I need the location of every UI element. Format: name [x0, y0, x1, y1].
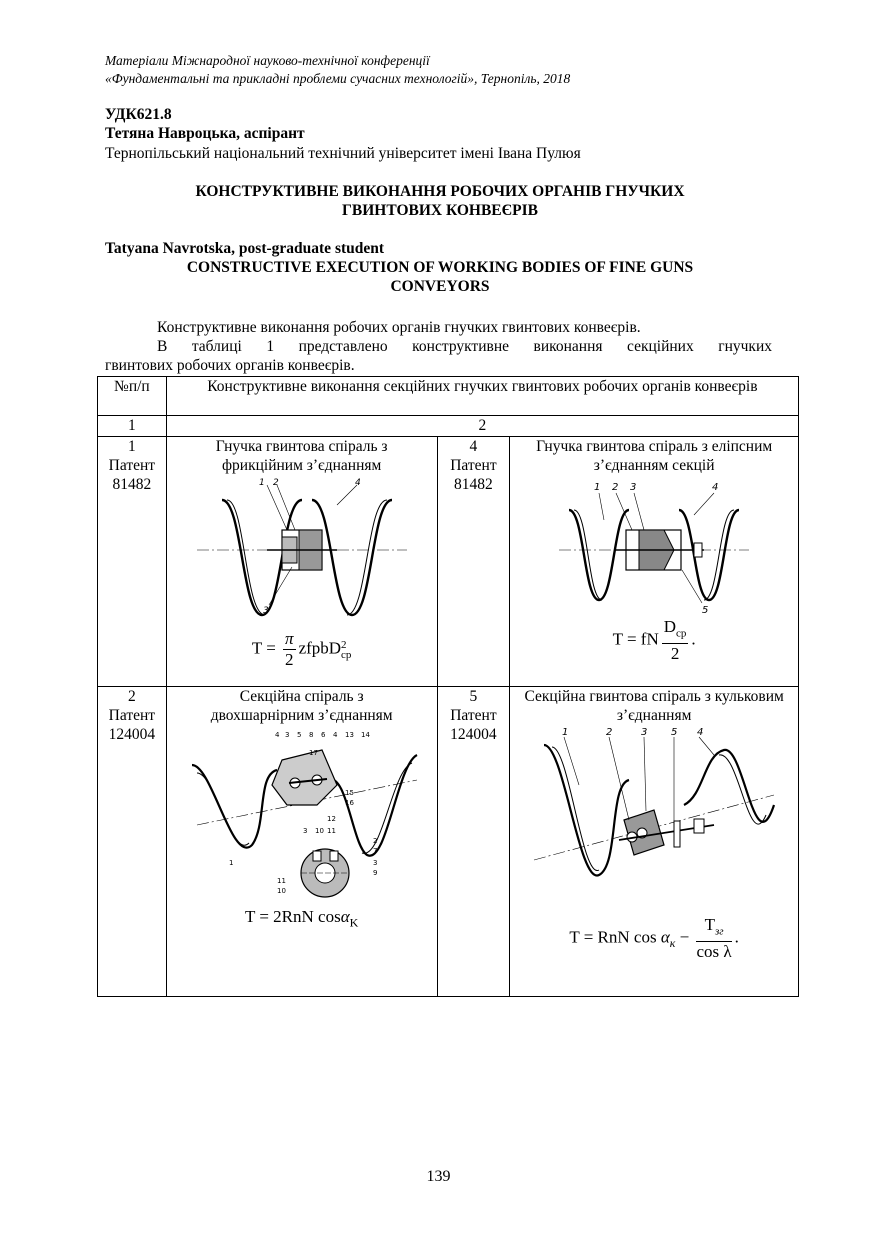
patent-number: 124004 [450, 726, 497, 743]
formula-greek: α [340, 907, 350, 926]
table-row [98, 687, 799, 997]
table-1 [97, 376, 799, 997]
callout-label: 10 [276, 887, 286, 895]
callout-label: 4 [354, 478, 361, 488]
num-col2: 2 [166, 416, 798, 437]
callout-label: 4 [332, 731, 338, 739]
fraction-denominator: cos λ [696, 942, 732, 962]
fraction-denominator: 2 [285, 650, 294, 669]
formula-friction: T = $\frac{\pi}{2}$ zfpbD 2 ср [251, 629, 352, 669]
formula-ball-joint: T = RnN $\cos \alpha_к$ − $\frac{T_{зг}}{\text{cos λ}}$ . [569, 915, 739, 962]
callout-label: 5 [296, 731, 302, 739]
table-numbering-row [98, 416, 799, 437]
fraction-numerator-subscript: зг [714, 925, 724, 938]
formula-tail: . [691, 629, 696, 649]
formula-subscript: ср [341, 648, 352, 661]
formula-prefix: fN [640, 629, 659, 649]
affiliation: Тернопільський національний технічний університет імені Івана Пулюя [105, 145, 581, 162]
callout-label: 3 [284, 731, 290, 739]
conference-header-line2: «Фундаментальні та прикладні проблеми сучасних технологій», Тернопіль, 2018 [105, 71, 571, 86]
formula-fraction [662, 617, 689, 664]
title-en-line1: CONSTRUCTIVE EXECUTION OF WORKING BODIES OF FINE GUNS [186, 259, 694, 276]
conference-header-line1: Матеріали Міжнародної науково-технічної конференції [105, 53, 430, 68]
callout-label: 15 [344, 789, 354, 797]
patent-label: Патент [108, 457, 156, 474]
table-row [98, 437, 799, 687]
patent-label: Патент [450, 457, 497, 474]
author-ua: Тетяна Навроцька, аспірант [105, 125, 305, 142]
row2-right-id [437, 687, 510, 997]
fraction-numerator-wrap [662, 617, 689, 644]
title-ua-line1: КОНСТРУКТИВНЕ ВИКОНАННЯ РОБОЧИХ ОРГАНІВ ГНУЧКИХ [195, 183, 685, 200]
fraction-numerator: T [704, 915, 715, 934]
callout-label: 4 [697, 727, 704, 738]
callout-label: 1 [594, 482, 601, 493]
header-col1: №п/п [98, 377, 167, 416]
callout-label: 5 [702, 605, 709, 615]
formula-subscript: K [349, 915, 359, 930]
formula-lhs: T [612, 629, 623, 649]
fraction-numerator: π [285, 629, 294, 648]
formula-rhs: zfpbD [298, 638, 342, 658]
callout-label: 16 [344, 799, 354, 807]
callout-label: 1 [228, 859, 234, 867]
patent-number: 81482 [112, 476, 152, 493]
row-number: 5 [469, 688, 478, 705]
formula-superscript: 2 [341, 638, 347, 651]
design-title: Секційна гвинтова спіраль з кульковим з’єднанням [524, 688, 784, 724]
callout-label: 11 [326, 827, 336, 835]
callout-label: 17 [308, 749, 318, 757]
callout-label: 3 [262, 606, 269, 616]
title-ua-line2: ГВИНТОВИХ КОНВЕЄРІВ [342, 202, 538, 219]
callout-label: 11 [276, 877, 286, 885]
callout-label: 14 [360, 731, 370, 739]
fraction-numerator-wrap [696, 915, 731, 942]
callout-label: 8 [308, 731, 314, 739]
row-number: 2 [128, 688, 136, 705]
callout-label: 4 [712, 482, 719, 493]
page-number: 139 [426, 1168, 451, 1185]
callout-label: 1 [258, 478, 265, 488]
fraction-denominator: 2 [670, 644, 680, 664]
row1-right-id [437, 437, 510, 687]
formula-double-hinge [167, 907, 437, 932]
callout-label: 3 [641, 727, 648, 738]
callout-label: 1 [562, 727, 569, 738]
row2-left-content [166, 687, 437, 997]
patent-label: Патент [450, 707, 497, 724]
elliptic-joint-spiral-figure [554, 475, 754, 615]
design-title: Гнучка гвинтова спіраль з еліпсним з’єднанням секцій [536, 438, 773, 474]
paragraph-2-line1: В таблиці 1 представлено конструктивне виконання секційних гнучких [157, 338, 772, 355]
row1-right-content [510, 437, 799, 687]
callout-label: 13 [344, 731, 354, 739]
row-number: 4 [469, 438, 478, 455]
callout-label: 6 [320, 731, 326, 739]
formula-text: T = 2RnN cos [245, 907, 341, 926]
design-title: Секційна спіраль з двохшарнірним з’єднанням [210, 688, 393, 724]
udk-code: УДК621.8 [105, 106, 172, 123]
formula-fraction [696, 915, 731, 962]
callout-label: 2 [372, 837, 378, 845]
callout-label: 2 [612, 482, 619, 493]
callout-label: 3 [372, 859, 378, 867]
formula-elliptic: T = fN $\frac{D_{ср}}{2}$ . [612, 617, 696, 664]
paragraph-1: Конструктивне виконання робочих органів гнучких гвинтових конвеєрів. [157, 319, 641, 336]
fraction-numerator: D [663, 617, 677, 636]
patent-number: 124004 [108, 726, 156, 743]
row1-left-content [166, 437, 437, 687]
row1-left-id [98, 437, 167, 687]
design-title: Гнучка гвинтова спіраль з фрикційним з’єднанням [215, 438, 388, 474]
num-col1: 1 [98, 416, 167, 437]
callout-label: 12 [326, 815, 336, 823]
callout-label: 3 [630, 482, 637, 493]
author-en: Tatyana Navrotska, post-graduate student [105, 240, 385, 257]
callout-label: 2 [272, 478, 279, 488]
table-header-row [98, 377, 799, 416]
callout-label: 4 [274, 731, 280, 739]
callout-label: 5 [671, 727, 678, 738]
formula-subscript: к [669, 936, 676, 950]
callout-label: 7 [372, 847, 378, 855]
callout-label: 10 [314, 827, 324, 835]
row2-right-content [510, 687, 799, 997]
fraction-numerator-subscript: ср [676, 627, 687, 640]
formula-greek: α [660, 927, 670, 947]
header-col2: Конструктивне виконання секційних гнучких гвинтових робочих органів конвеєрів [166, 377, 798, 416]
callout-label: 3 [302, 827, 308, 835]
formula-lhs: T [251, 638, 262, 658]
callout-label: 9 [372, 869, 378, 877]
patent-label: Патент [108, 707, 156, 724]
row2-left-id [98, 687, 167, 997]
title-en-line2: CONVEYORS [390, 278, 490, 295]
patent-number: 81482 [454, 476, 493, 493]
double-hinge-spiral-figure [177, 725, 427, 903]
friction-joint-spiral-figure [187, 475, 417, 625]
paragraph-2-line2: гвинтових робочих органів конвеєрів. [105, 357, 355, 374]
callout-label: 2 [606, 727, 613, 738]
formula-tail: . [734, 927, 739, 947]
formula-fraction [283, 629, 296, 670]
row-number: 1 [128, 438, 136, 455]
formula-text: T = RnN cos [569, 927, 657, 947]
ball-joint-spiral-figure [524, 725, 784, 915]
